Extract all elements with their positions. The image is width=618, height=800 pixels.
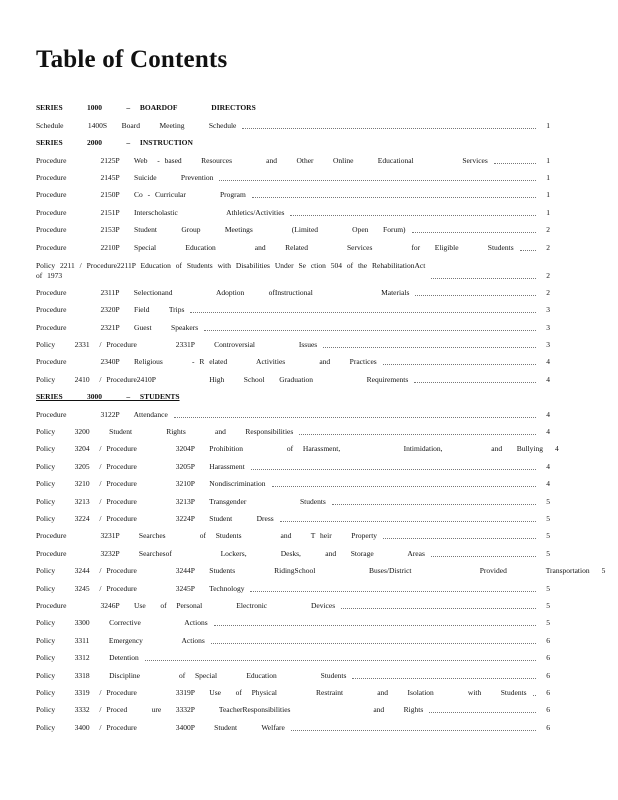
dot-leader bbox=[352, 678, 536, 679]
toc-entry[interactable] bbox=[36, 218, 550, 235]
toc-page-number: 5 bbox=[546, 600, 550, 610]
dot-leader bbox=[431, 556, 536, 557]
toc-entry-text: Policy 3319 / Procedure 3319P Use of Physical Restraint and Isolation with Students bbox=[36, 687, 527, 697]
dot-leader bbox=[299, 434, 536, 435]
dot-leader bbox=[412, 232, 536, 233]
toc-entry[interactable] bbox=[36, 454, 550, 471]
toc-entry[interactable] bbox=[36, 646, 550, 663]
dot-leader bbox=[533, 695, 536, 696]
toc-entry-text: Policy 3245 / Procedure 3245P Technology bbox=[36, 583, 245, 593]
dot-leader bbox=[204, 330, 536, 331]
toc-entry[interactable] bbox=[36, 166, 550, 183]
toc-entry-text: Policy 3311 Emergency Actions bbox=[36, 635, 205, 645]
toc-entry-text: Policy 3224 / Procedure 3224P Student Dress bbox=[36, 513, 274, 523]
toc-entry[interactable] bbox=[36, 489, 550, 506]
toc-entry-text: Policy 3244 / Procedure 3244P Students RidingSchool Buses/District Provided Transportation bbox=[36, 566, 590, 576]
dot-leader bbox=[280, 521, 536, 522]
toc-entry-text: Policy 3210 / Procedure 3210P Nondiscrimination bbox=[36, 479, 266, 489]
dot-leader bbox=[145, 660, 536, 661]
toc-entry-text: Policy 3318 Discipline of Special Education Students bbox=[36, 670, 347, 680]
dot-leader bbox=[250, 591, 536, 592]
toc-entry-text: Policy 3300 Corrective Actions bbox=[36, 618, 208, 628]
toc-page-number: 5 bbox=[546, 618, 550, 628]
toc-entry-text: Procedure 2311P Selectionand Adoption ofInstructional Materials bbox=[36, 287, 410, 297]
toc-page-number: 4 bbox=[546, 357, 550, 367]
toc-entry[interactable] bbox=[36, 628, 550, 645]
toc-entry[interactable] bbox=[36, 681, 550, 698]
dot-leader bbox=[252, 197, 536, 198]
dot-leader bbox=[214, 625, 536, 626]
toc-entry-text: Procedure 2210P Special Education and Related Services for Eligible Students bbox=[36, 242, 514, 252]
dot-leader bbox=[211, 643, 536, 644]
toc-page-number: 5 bbox=[546, 583, 550, 593]
toc-page-number: 6 bbox=[546, 635, 550, 645]
toc-entry[interactable] bbox=[36, 183, 550, 200]
toc-page-number: 1 bbox=[546, 155, 550, 165]
toc-entry[interactable] bbox=[36, 420, 550, 437]
toc-page-number: 5 bbox=[546, 531, 550, 541]
toc-page-number: 2 bbox=[546, 242, 550, 252]
toc-entry[interactable] bbox=[36, 113, 550, 130]
toc-page-number: 1 bbox=[546, 172, 550, 182]
toc-entry-text: Policy 3205 / Procedure 3205P Harassment bbox=[36, 461, 245, 471]
toc-entry-text: Policy 2331 / Procedure 2331P Controversial Issues bbox=[36, 340, 318, 350]
toc-entry[interactable] bbox=[36, 507, 550, 524]
dot-leader bbox=[431, 278, 536, 279]
toc-entry[interactable] bbox=[36, 333, 550, 350]
toc-page-number: 2 bbox=[546, 225, 550, 235]
section-heading-text: SERIES 2000 – INSTRUCTION bbox=[36, 138, 193, 148]
toc-entry-text: Procedure 3122P Attendance bbox=[36, 409, 168, 419]
toc-entry-text: Procedure 2340P Religious - R elated Activities and Practices bbox=[36, 357, 377, 367]
toc-page-number: 4 bbox=[546, 479, 550, 489]
toc-entry-text: Procedure 2321P Guest Speakers bbox=[36, 322, 199, 332]
toc-entry[interactable] bbox=[36, 253, 550, 281]
toc-entry-text: Procedure 3246P Use of Personal Electronic Devices bbox=[36, 600, 336, 610]
dot-leader bbox=[242, 128, 536, 129]
toc-page-number: 6 bbox=[546, 653, 550, 663]
toc-page-number: 5 bbox=[601, 566, 606, 576]
toc-page-number: 2 bbox=[546, 287, 550, 297]
dot-leader bbox=[174, 417, 536, 418]
toc-entry-text: Policy 2211 / Procedure2211P Education of Students with Disabilities Under Se ction 504 of the RehabilitationAct of 1973 bbox=[36, 260, 426, 280]
toc-entry-text: Procedure 2153P Student Group Meetings (Limited Open Forum) bbox=[36, 225, 406, 235]
toc-entry[interactable] bbox=[36, 559, 606, 576]
toc-entry[interactable] bbox=[36, 281, 550, 298]
toc-entry[interactable] bbox=[36, 200, 550, 217]
dot-leader bbox=[290, 215, 536, 216]
toc-entry-text: Policy 3200 Student Rights and Responsibilities bbox=[36, 427, 294, 437]
dot-leader bbox=[251, 469, 536, 470]
dot-leader bbox=[190, 312, 536, 313]
toc-entry[interactable] bbox=[36, 576, 550, 593]
toc-entry[interactable] bbox=[36, 315, 550, 332]
toc-entry-text: Procedure 2320P Field Trips bbox=[36, 305, 185, 315]
toc-entry-text: Procedure 2145P Suicide Prevention bbox=[36, 172, 214, 182]
dot-leader bbox=[332, 504, 536, 505]
toc-section-heading bbox=[36, 131, 550, 148]
dot-leader bbox=[383, 538, 536, 539]
toc-entry[interactable] bbox=[36, 350, 550, 367]
toc-page-number: 3 bbox=[546, 305, 550, 315]
dot-leader bbox=[291, 730, 536, 731]
toc-entry-text: Procedure 3232P Searchesof Lockers, Desks, and Storage Areas bbox=[36, 548, 425, 558]
dot-leader bbox=[383, 364, 536, 365]
toc-page-number: 3 bbox=[546, 340, 550, 350]
toc-entry-text: Policy 3332 / Proced ure 3332P TeacherResponsibilities and Rights bbox=[36, 705, 424, 715]
dot-leader bbox=[219, 180, 536, 181]
toc-page-number: 4 bbox=[546, 461, 550, 471]
toc-section-heading bbox=[36, 96, 550, 113]
dot-leader bbox=[494, 163, 536, 164]
dot-leader bbox=[415, 295, 536, 296]
toc-entry[interactable] bbox=[36, 524, 550, 541]
toc-page-number: 4 bbox=[546, 374, 550, 384]
dot-leader bbox=[272, 486, 536, 487]
toc-page-number: 1 bbox=[546, 190, 550, 200]
table-of-contents bbox=[36, 96, 606, 733]
toc-page-number: 5 bbox=[546, 496, 550, 506]
toc-entry[interactable] bbox=[36, 235, 550, 252]
toc-page-number: 6 bbox=[546, 722, 550, 732]
toc-entry-text: Policy 3213 / Procedure 3213P Transgender Students bbox=[36, 496, 326, 506]
page-title: Table of Contents bbox=[36, 46, 228, 73]
section-heading-text: SERIES 1000 – BOARDOF DIRECTORS bbox=[36, 103, 256, 113]
toc-entry[interactable] bbox=[36, 698, 550, 715]
toc-page-number: 1 bbox=[546, 120, 550, 130]
toc-page-number: 2 bbox=[546, 270, 550, 280]
toc-page-number: 6 bbox=[546, 670, 550, 680]
toc-entry[interactable] bbox=[36, 472, 550, 489]
toc-entry-text: Policy 2410 / Procedure2410P High School Graduation Requirements bbox=[36, 374, 409, 384]
toc-entry[interactable] bbox=[36, 148, 550, 165]
toc-page-number: 4 bbox=[546, 427, 550, 437]
toc-entry[interactable] bbox=[36, 367, 550, 384]
toc-entry-text: Procedure 2151P Interscholastic Athletics/Activities bbox=[36, 207, 285, 217]
toc-page-number: 6 bbox=[546, 687, 550, 697]
dot-leader bbox=[323, 347, 536, 348]
dot-leader bbox=[429, 712, 536, 713]
toc-page-number: 6 bbox=[546, 705, 550, 715]
toc-entry[interactable] bbox=[36, 663, 550, 680]
toc-page-number: 5 bbox=[546, 513, 550, 523]
toc-entry-text: Policy 3312 Detention bbox=[36, 653, 139, 663]
toc-page-number: 4 bbox=[555, 444, 559, 454]
toc-entry-text: Procedure 2125P Web - based Resources and Other Online Educational Services bbox=[36, 155, 488, 165]
toc-page-number: 5 bbox=[546, 548, 550, 558]
toc-entry[interactable] bbox=[36, 402, 550, 419]
toc-entry[interactable] bbox=[36, 594, 550, 611]
toc-entry-text: Policy 3400 / Procedure 3400P Student Welfare bbox=[36, 722, 285, 732]
toc-entry[interactable] bbox=[36, 611, 550, 628]
toc-entry[interactable] bbox=[36, 298, 550, 315]
dot-leader bbox=[414, 382, 536, 383]
toc-entry-text: Policy 3204 / Procedure 3204P Prohibition of Harassment, Intimidation, and Bullying bbox=[36, 444, 543, 454]
toc-entry[interactable] bbox=[36, 715, 550, 732]
toc-page-number: 4 bbox=[546, 409, 550, 419]
toc-section-heading bbox=[36, 385, 550, 402]
toc-page-number: 3 bbox=[546, 322, 550, 332]
toc-entry-text: Schedule 1400S Board Meeting Schedule bbox=[36, 120, 237, 130]
toc-entry-text: Procedure 2150P Co - Curricular Program bbox=[36, 190, 246, 200]
toc-entry-text: Procedure 3231P Searches of Students and T heir Property bbox=[36, 531, 378, 541]
section-heading-text: SERIES 3000 – STUDENTS bbox=[36, 392, 180, 402]
dot-leader bbox=[520, 250, 536, 251]
toc-entry[interactable] bbox=[36, 541, 550, 558]
dot-leader bbox=[341, 608, 536, 609]
toc-page-number: 1 bbox=[546, 207, 550, 217]
toc-entry[interactable] bbox=[36, 437, 559, 454]
